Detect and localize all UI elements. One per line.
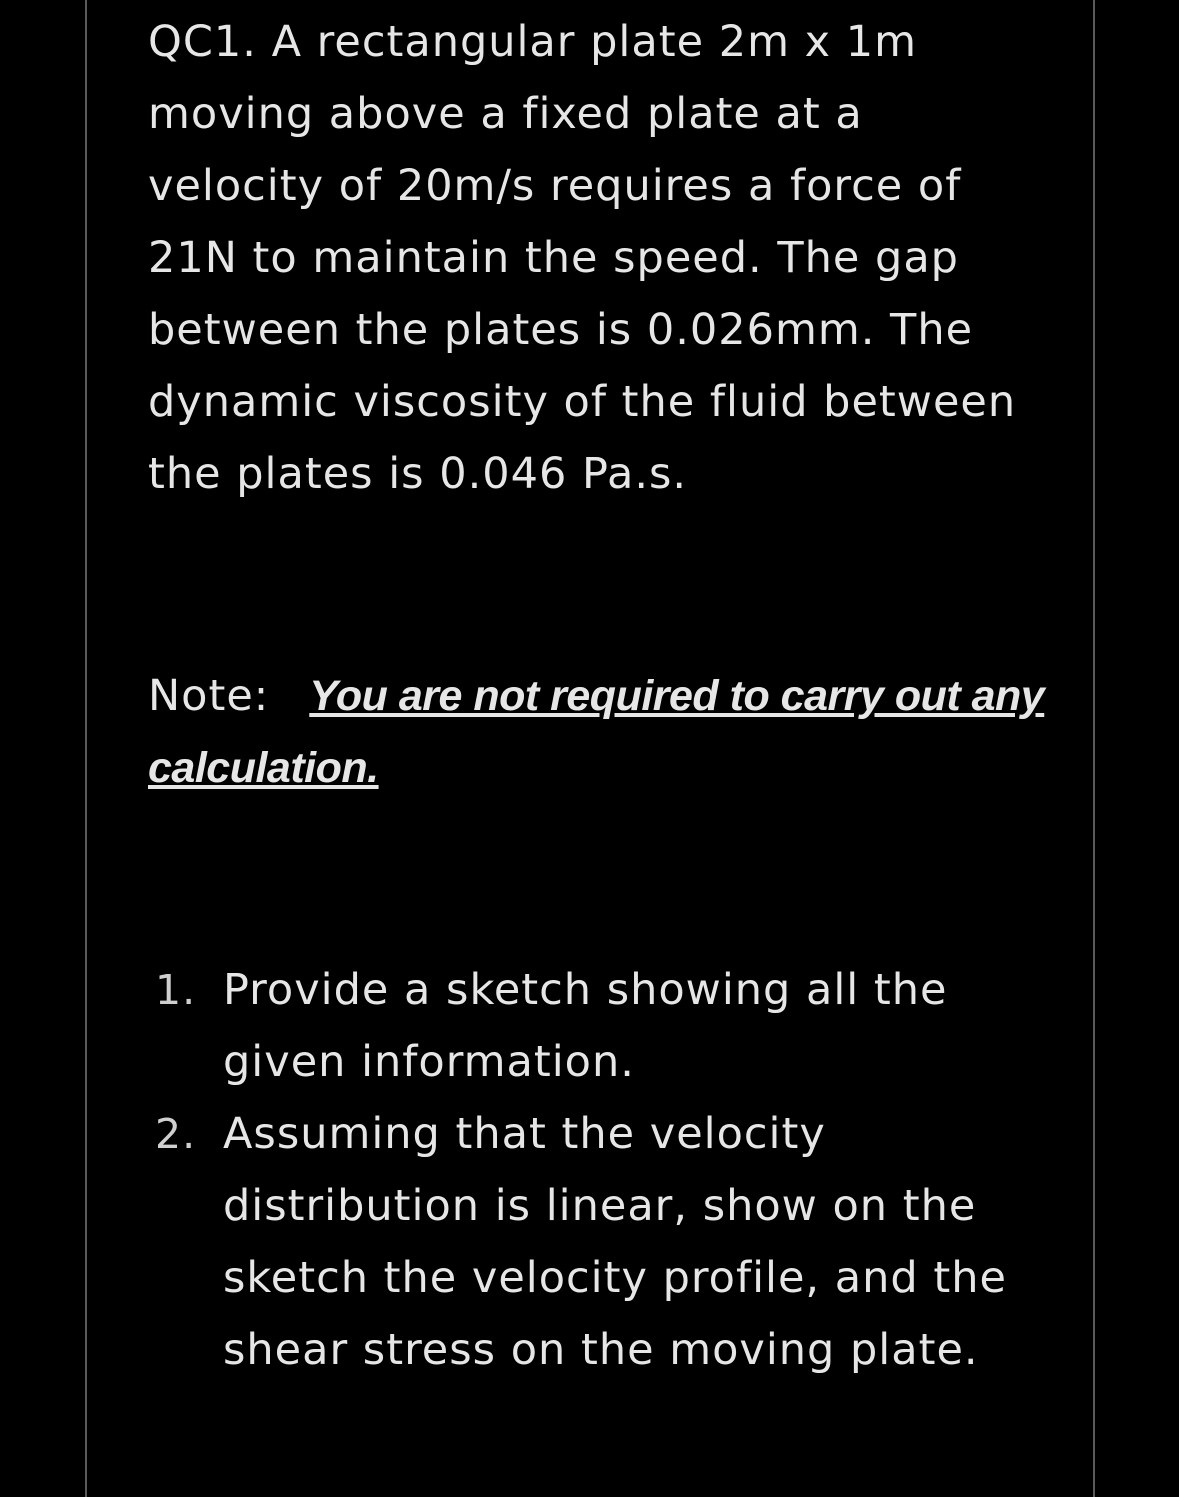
task-item (148, 1098, 1048, 1386)
task-text: Assuming that the velocity distribution is linear, show on the sketch the velocity profile, and the shear stress on the moving plate. (223, 1109, 1007, 1375)
task-text: Provide a sketch showing all the given information. (223, 965, 948, 1087)
task-number: 1. (155, 966, 197, 1014)
note-emphasis: You are not required to carry out any calculation. (148, 672, 1045, 792)
question-card (148, 6, 1048, 1386)
note-label: Note: (148, 671, 270, 721)
question-text: QC1. A rectangular plate 2m x 1m moving above a fixed plate at a velocity of 20m/s requires a force of 21N to maintain the speed. The gap between the plates is 0.026mm. The dynamic viscosity of the fluid between the plates is 0.046 Pa.s. (148, 17, 1017, 499)
left-border-line (85, 0, 87, 1497)
note (148, 660, 1048, 804)
task-list (148, 954, 1048, 1386)
task-item (148, 954, 1048, 1098)
task-number: 2. (155, 1110, 197, 1158)
right-border-line (1093, 0, 1095, 1497)
